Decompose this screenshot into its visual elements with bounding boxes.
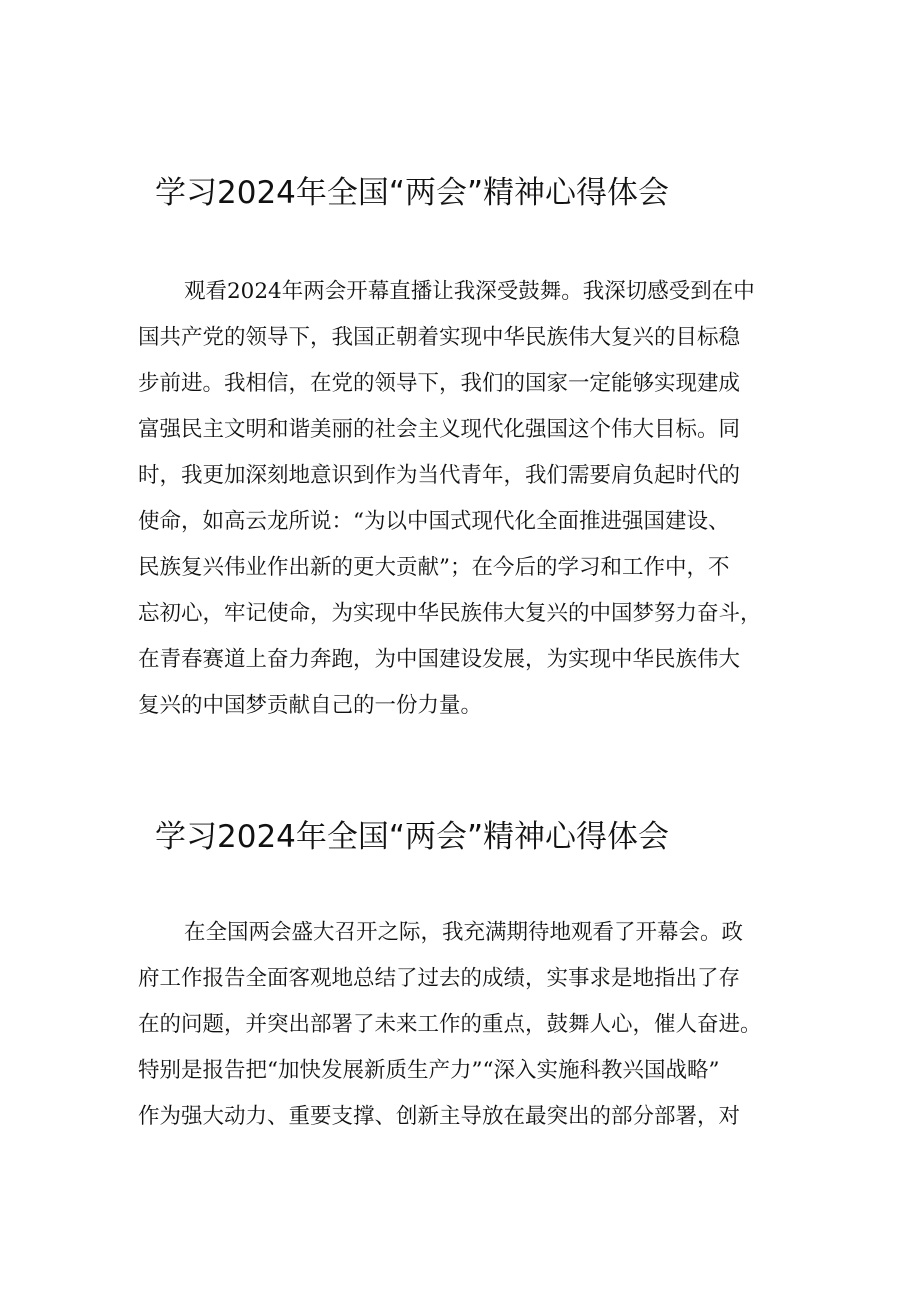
article-title: 学习2024年全国“两会”精神心得体会 <box>155 819 670 855</box>
paragraph-line: 步前进。我相信，在党的领导下，我们的国家一定能够实现建成 <box>138 371 741 396</box>
paragraph-line: 使命，如高云龙所说：“为以中国式现代化全面推进强国建设、 <box>138 509 730 534</box>
paragraph-line: 民族复兴伟业作出新的更大贡献”；在今后的学习和工作中，不 <box>138 555 730 580</box>
article-title: 学习2024年全国“两会”精神心得体会 <box>155 175 670 211</box>
paragraph-line: 府工作报告全面客观地总结了过去的成绩，实事求是地指出了存 <box>138 966 741 991</box>
paragraph-line: 特别是报告把“加快发展新质生产力”“深入实施科教兴国战略” <box>138 1058 720 1083</box>
paragraph-line: 观看2024年两会开幕直播让我深受鼓舞。我深切感受到在中 <box>184 279 755 304</box>
paragraph-line: 在全国两会盛大召开之际，我充满期待地观看了开幕会。政 <box>184 920 744 945</box>
paragraph-line: 复兴的中国梦贡献自己的一份力量。 <box>138 693 483 718</box>
paragraph-line: 国共产党的领导下，我国正朝着实现中华民族伟大复兴的目标稳 <box>138 325 741 350</box>
paragraph-line: 富强民主文明和谐美丽的社会主义现代化强国这个伟大目标。同 <box>138 417 741 442</box>
paragraph-line: 在青春赛道上奋力奔跑，为中国建设发展，为实现中华民族伟大 <box>138 647 741 672</box>
paragraph-line: 作为强大动力、重要支撑、创新主导放在最突出的部分部署，对 <box>138 1104 741 1129</box>
paragraph-line: 忘初心，牢记使命，为实现中华民族伟大复兴的中国梦努力奋斗， <box>138 601 762 626</box>
paragraph-line: 在的问题，并突出部署了未来工作的重点，鼓舞人心，催人奋进。 <box>138 1012 762 1037</box>
paragraph-line: 时，我更加深刻地意识到作为当代青年，我们需要肩负起时代的 <box>138 463 741 488</box>
